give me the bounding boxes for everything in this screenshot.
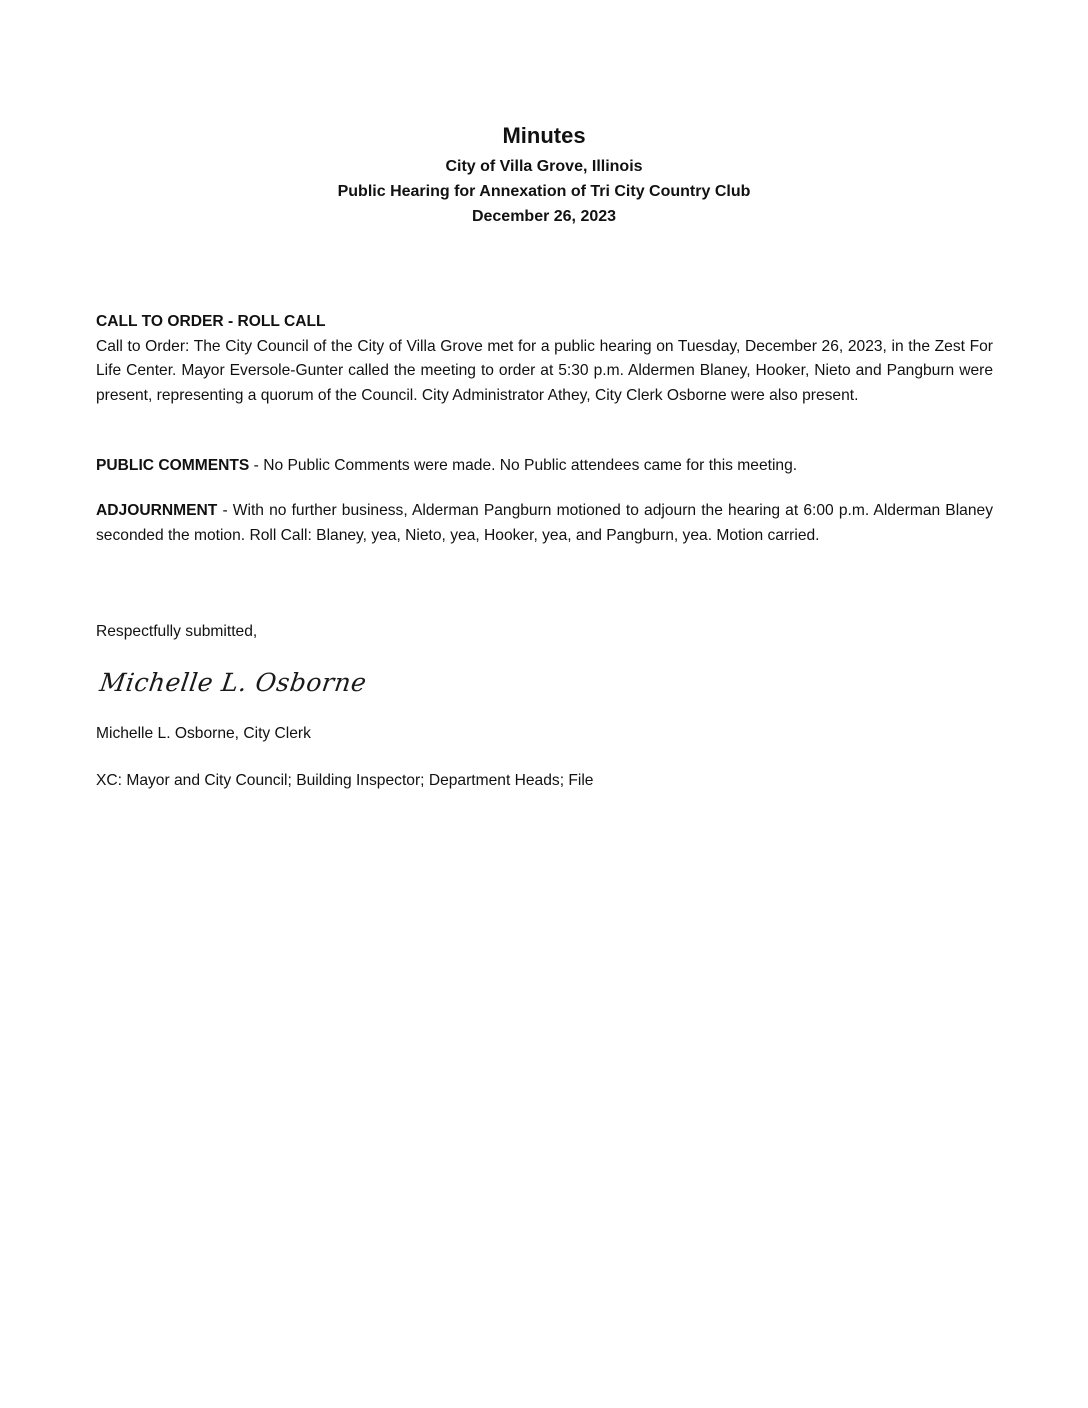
public-comments-section xyxy=(96,454,993,479)
document-title: Minutes xyxy=(502,123,586,148)
meeting-name: Public Hearing for Annexation of Tri City Country Club xyxy=(337,183,751,200)
adjournment-heading: ADJOURNMENT xyxy=(96,502,218,519)
document-header xyxy=(0,118,1088,229)
city-name: City of Villa Grove, Illinois xyxy=(445,158,643,175)
call-to-order-text: Call to Order: The City Council of the City of Villa Grove met for a public hearing on Tuesday, December 26, 2023, in the Zest For Life Center. Mayor Eversole-Gunter called the meeting to order at 5:30 p.m. Aldermen Blaney, Hooker, Nieto and Pangburn were present, representing a quorum of the Council. City Administrator Athey, City Clerk Osborne were also present. xyxy=(96,337,993,404)
adjournment-text: - With no further business, Alderman Pangburn motioned to adjourn the hearing at 6:00 p.m. Alderman Blaney seconded the motion. Roll Call: Blaney, yea, Nieto, yea, Hooker, yea, and Pangburn, yea. Motion carried. xyxy=(96,502,993,544)
signer-name: Michelle L. Osborne, City Clerk xyxy=(96,725,311,742)
call-to-order-section xyxy=(96,310,993,408)
meeting-date: December 26, 2023 xyxy=(471,208,617,225)
public-comments-heading: PUBLIC COMMENTS xyxy=(96,457,250,474)
cc-line: XC: Mayor and City Council; Building Inspector; Department Heads; File xyxy=(96,772,594,789)
handwritten-signature: Michelle L. Osborne xyxy=(97,668,369,697)
adjournment-section xyxy=(96,499,993,548)
call-to-order-heading: CALL TO ORDER - ROLL CALL xyxy=(96,313,326,330)
public-comments-text: - No Public Comments were made. No Public attendees came for this meeting. xyxy=(249,457,798,474)
closing-salutation: Respectfully submitted, xyxy=(96,623,258,640)
